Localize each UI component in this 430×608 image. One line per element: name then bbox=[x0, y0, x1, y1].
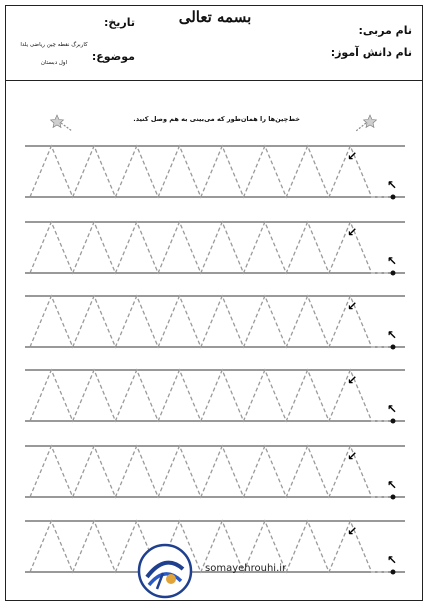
topic-line-1: کاربرگ نقطه چین ریاضی یلدا bbox=[20, 42, 88, 48]
page-title: بسمه تعالی bbox=[178, 8, 252, 26]
tracing-row bbox=[25, 222, 405, 276]
end-dot bbox=[391, 345, 396, 350]
end-dot bbox=[391, 570, 396, 575]
instruction-text: خط‌چین‌ها را همان‌طور که می‌بینی به هم وصل کنید. bbox=[133, 115, 300, 123]
tracing-row bbox=[25, 370, 405, 424]
down-arrow-icon: ↙ bbox=[347, 225, 358, 239]
star-icon-left bbox=[51, 115, 73, 131]
date-label: تاریخ: bbox=[103, 16, 135, 29]
tracing-row bbox=[25, 146, 405, 200]
zigzag-trace-path[interactable] bbox=[30, 446, 393, 497]
down-arrow-icon: ↙ bbox=[347, 373, 358, 387]
zigzag-trace-path[interactable] bbox=[30, 296, 393, 347]
zigzag-trace-path[interactable] bbox=[30, 146, 393, 197]
star-icon-right bbox=[356, 115, 377, 131]
down-arrow-icon: ↙ bbox=[347, 524, 358, 538]
end-dot bbox=[391, 195, 396, 200]
end-dot bbox=[391, 495, 396, 500]
up-arrow-icon: ↖ bbox=[387, 402, 398, 416]
zigzag-trace-path[interactable] bbox=[30, 370, 393, 421]
zigzag-trace-path[interactable] bbox=[30, 222, 393, 273]
topic-line-2: اول دبستان bbox=[40, 60, 68, 66]
site-logo bbox=[137, 543, 193, 599]
end-dot bbox=[391, 271, 396, 276]
down-arrow-icon: ↙ bbox=[347, 299, 358, 313]
up-arrow-icon: ↖ bbox=[387, 178, 398, 192]
end-dot bbox=[391, 419, 396, 424]
tracing-row bbox=[25, 296, 405, 350]
up-arrow-icon: ↖ bbox=[387, 478, 398, 492]
up-arrow-icon: ↖ bbox=[387, 328, 398, 342]
up-arrow-icon: ↖ bbox=[387, 553, 398, 567]
subject-label: موضوع: bbox=[91, 50, 135, 63]
tracing-row bbox=[25, 446, 405, 500]
coach-name-label: نام مربی: bbox=[358, 24, 412, 37]
down-arrow-icon: ↙ bbox=[347, 149, 358, 163]
up-arrow-icon: ↖ bbox=[387, 254, 398, 268]
website-label[interactable]: somayehrouhi.ir bbox=[205, 563, 287, 574]
down-arrow-icon: ↙ bbox=[347, 449, 358, 463]
student-name-label: نام دانش آموز: bbox=[330, 46, 412, 59]
